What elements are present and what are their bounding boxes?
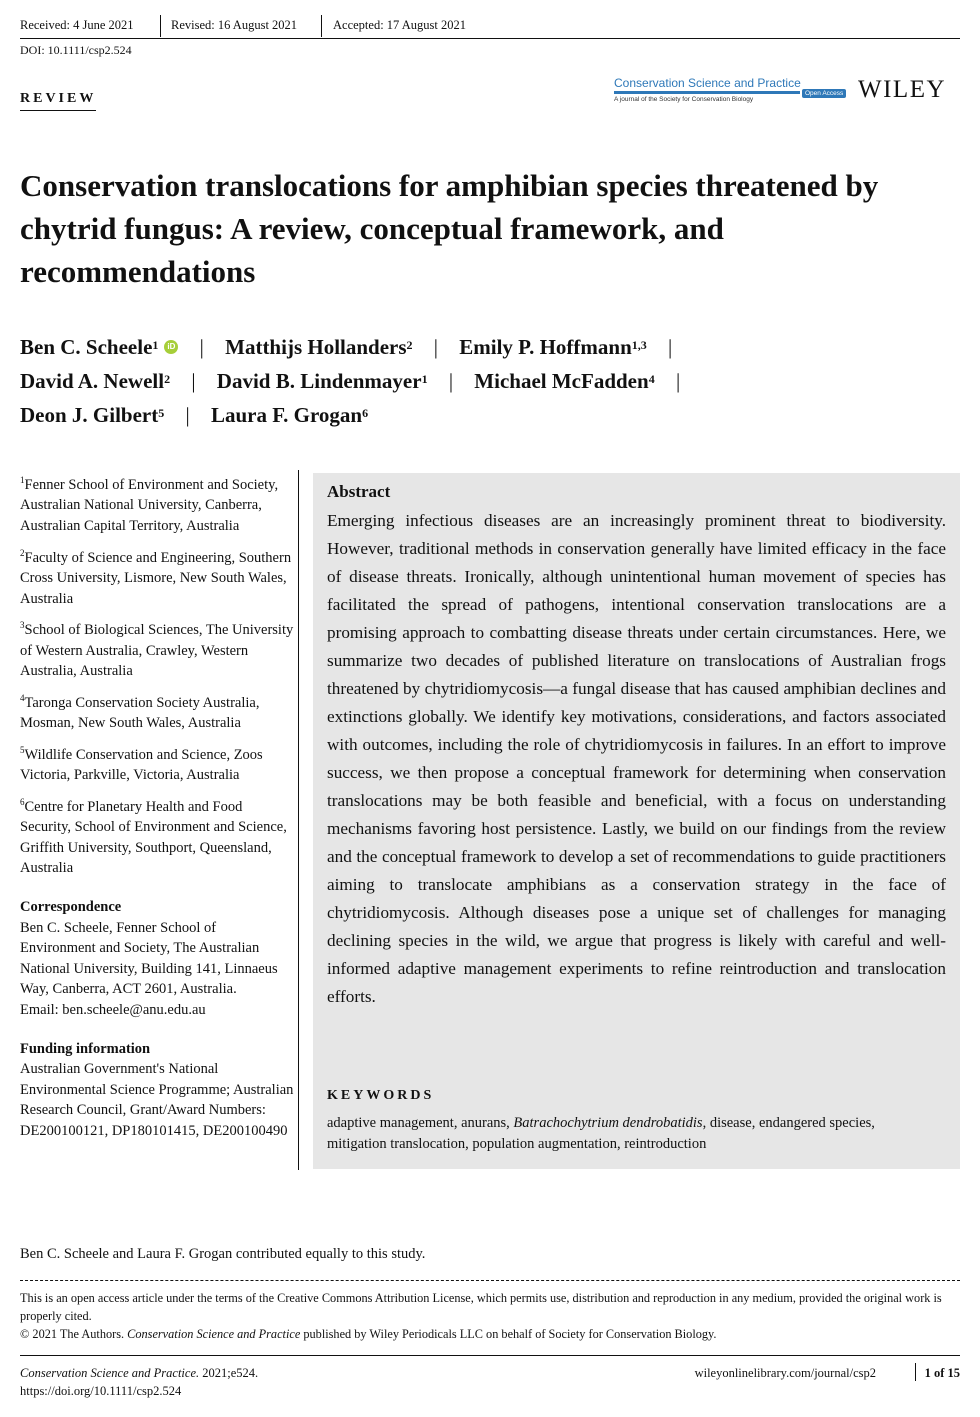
- funding-heading: Funding information: [20, 1040, 151, 1057]
- accepted-date: Accepted: 17 August 2021: [333, 18, 466, 32]
- author[interactable]: Ben C. Scheele$^1$: [20, 335, 159, 359]
- open-access-badge: Open Access: [802, 89, 846, 98]
- affiliation: $^2$Faculty of Science and Engineering, Southern Cross University, Lismore, New South Wales, Australia: [20, 547, 292, 607]
- citation: Conservation Science and Practice. 2021;e524.: [20, 1366, 259, 1380]
- keywords: adaptive management, anurans, Batrachochytrium dendrobatidis, disease, endangered species, mitigation translocation, population augmentation, reintroduction: [327, 1115, 875, 1152]
- abstract-box: [313, 473, 960, 1169]
- contribution-note: Ben C. Scheele and Laura F. Grogan contributed equally to this study.: [20, 1246, 426, 1262]
- article-dates: [20, 12, 960, 39]
- author[interactable]: Matthijs Hollanders$^2$: [225, 335, 413, 359]
- divider: [321, 15, 322, 37]
- divider: [160, 15, 161, 37]
- page-number: 1 of 15: [924, 1366, 960, 1380]
- affiliation: $^3$School of Biological Sciences, The University of Western Australia, Crawley, Western Australia, Australia: [20, 620, 294, 680]
- correspondence-email[interactable]: Email: ben.scheele@anu.edu.au: [20, 1002, 206, 1019]
- publisher-logo: WILEY: [858, 76, 947, 103]
- author[interactable]: David B. Lindenmayer$^1$: [216, 369, 428, 393]
- separator: |: [199, 335, 204, 359]
- separator: |: [191, 369, 196, 393]
- author[interactable]: Deon J. Gilbert$^5$: [20, 403, 165, 427]
- revised-date: Revised: 16 August 2021: [171, 18, 298, 32]
- correspondence-text: Ben C. Scheele, Fenner School of Environment and Society, The Australian National University, Building 141, Linnaeus Way, Canberra, ACT 2601, Australia.: [20, 919, 278, 998]
- keywords-heading: KEYWORDS: [327, 1088, 435, 1103]
- affiliation: $^1$Fenner School of Environment and Society, Australian National University, Canberra, Australian Capital Territory, Australia: [20, 475, 279, 535]
- page-footer: [20, 1355, 960, 1398]
- divider: [915, 1363, 916, 1381]
- doi[interactable]: DOI: 10.1111/csp2.524: [20, 43, 132, 57]
- separator: |: [675, 369, 681, 393]
- dashed-divider: [20, 1280, 960, 1281]
- funding-text: Australian Government's National Environmental Science Programme; Australian Research Council, Grant/Award Numbers: DE200100121, DP180101415, DE200100490: [20, 1061, 294, 1139]
- abstract-heading: Abstract: [327, 482, 391, 501]
- received-date: Received: 4 June 2021: [20, 18, 134, 32]
- author[interactable]: David A. Newell$^2$: [20, 369, 171, 393]
- journal-logo-name: Conservation Science and Practice: [614, 76, 801, 90]
- doi-link[interactable]: https://doi.org/10.1111/csp2.524: [20, 1384, 182, 1398]
- journal-logo: [614, 74, 842, 108]
- affiliation: $^6$Centre for Planetary Health and Food Security, School of Environment and Science, Griffith University, Southport, Queensland, Australia: [20, 796, 287, 877]
- separator: |: [433, 335, 439, 359]
- article-title: Conservation translocations for amphibian species threatened by chytrid fungus: A review, conceptual framework, and recommendations: [20, 168, 879, 289]
- author[interactable]: Laura F. Grogan$^6$: [210, 403, 369, 427]
- journal-url[interactable]: wileyonlinelibrary.com/journal/csp2: [694, 1366, 876, 1380]
- author[interactable]: Michael McFadden$^4$: [474, 369, 655, 393]
- abstract-text: Emerging infectious diseases are an increasingly prominent threat to biodiversity. However, traditional methods in conservation generally have limited efficacy in the face of disease threats. Ironically, although unintentional human movement of species has facilitated the spread of pathogens, intentional conservation translocations are a promising approach to combatting disease threats under certain circumstances. Here, we summarize two decades of published literature on translocations of Australian frogs threatened by chytridiomycosis—a fungal disease that has caused amphibian declines and extinctions globally. We identify key motivations, considerations, and factors associated with outcomes, including the role of chytridiomycosis in failures. In an effort to improve success, we then propose a conceptual framework for determining when conservation translocations may be both feasible and beneficial, with a focus on understanding mechanisms favoring host persistence. Lastly, we build on our findings from the review and the conceptual framework to develop a set of recommendations to guide practitioners aiming to translocate amphibians as a conservation strategy in the face of chytridiomycosis. Although diseases pose a unique set of challenges for managing declining species in the wild, we argue that progress is likely with careful and well-informed adaptive management experiments to refine reintroduction and translocation efforts.: [327, 511, 946, 1006]
- copyright: © 2021 The Authors. Conservation Science and Practice published by Wiley Periodicals LLC on behalf of Society for Conservation Biology.: [20, 1327, 717, 1341]
- affiliation: $^5$Wildlife Conservation and Science, Zoos Victoria, Parkville, Victoria, Australia: [20, 744, 263, 784]
- separator: |: [668, 335, 673, 359]
- author[interactable]: Emily P. Hoffmann$^{1,3}$: [459, 335, 647, 359]
- side-info: [20, 470, 295, 1142]
- affiliation: $^4$Taronga Conservation Society Australia, Mosman, New South Wales, Australia: [20, 692, 260, 732]
- journal-logo-subtitle: A journal of the Society for Conservation Biology: [614, 96, 754, 103]
- column-divider: [298, 470, 299, 1170]
- separator: |: [185, 403, 190, 427]
- separator: |: [448, 369, 454, 393]
- correspondence-heading: Correspondence: [20, 899, 122, 916]
- license-notice: [20, 1289, 960, 1343]
- orcid-icon[interactable]: iD: [164, 340, 178, 354]
- section-label: REVIEW: [20, 91, 96, 111]
- license-text: This is an open access article under the terms of the Creative Commons Attribution License, which permits use, distribution and reproduction in any medium, provided the original work is properly cited.: [20, 1291, 942, 1323]
- author-list: [20, 330, 960, 432]
- journal-logo-bar: [614, 91, 800, 94]
